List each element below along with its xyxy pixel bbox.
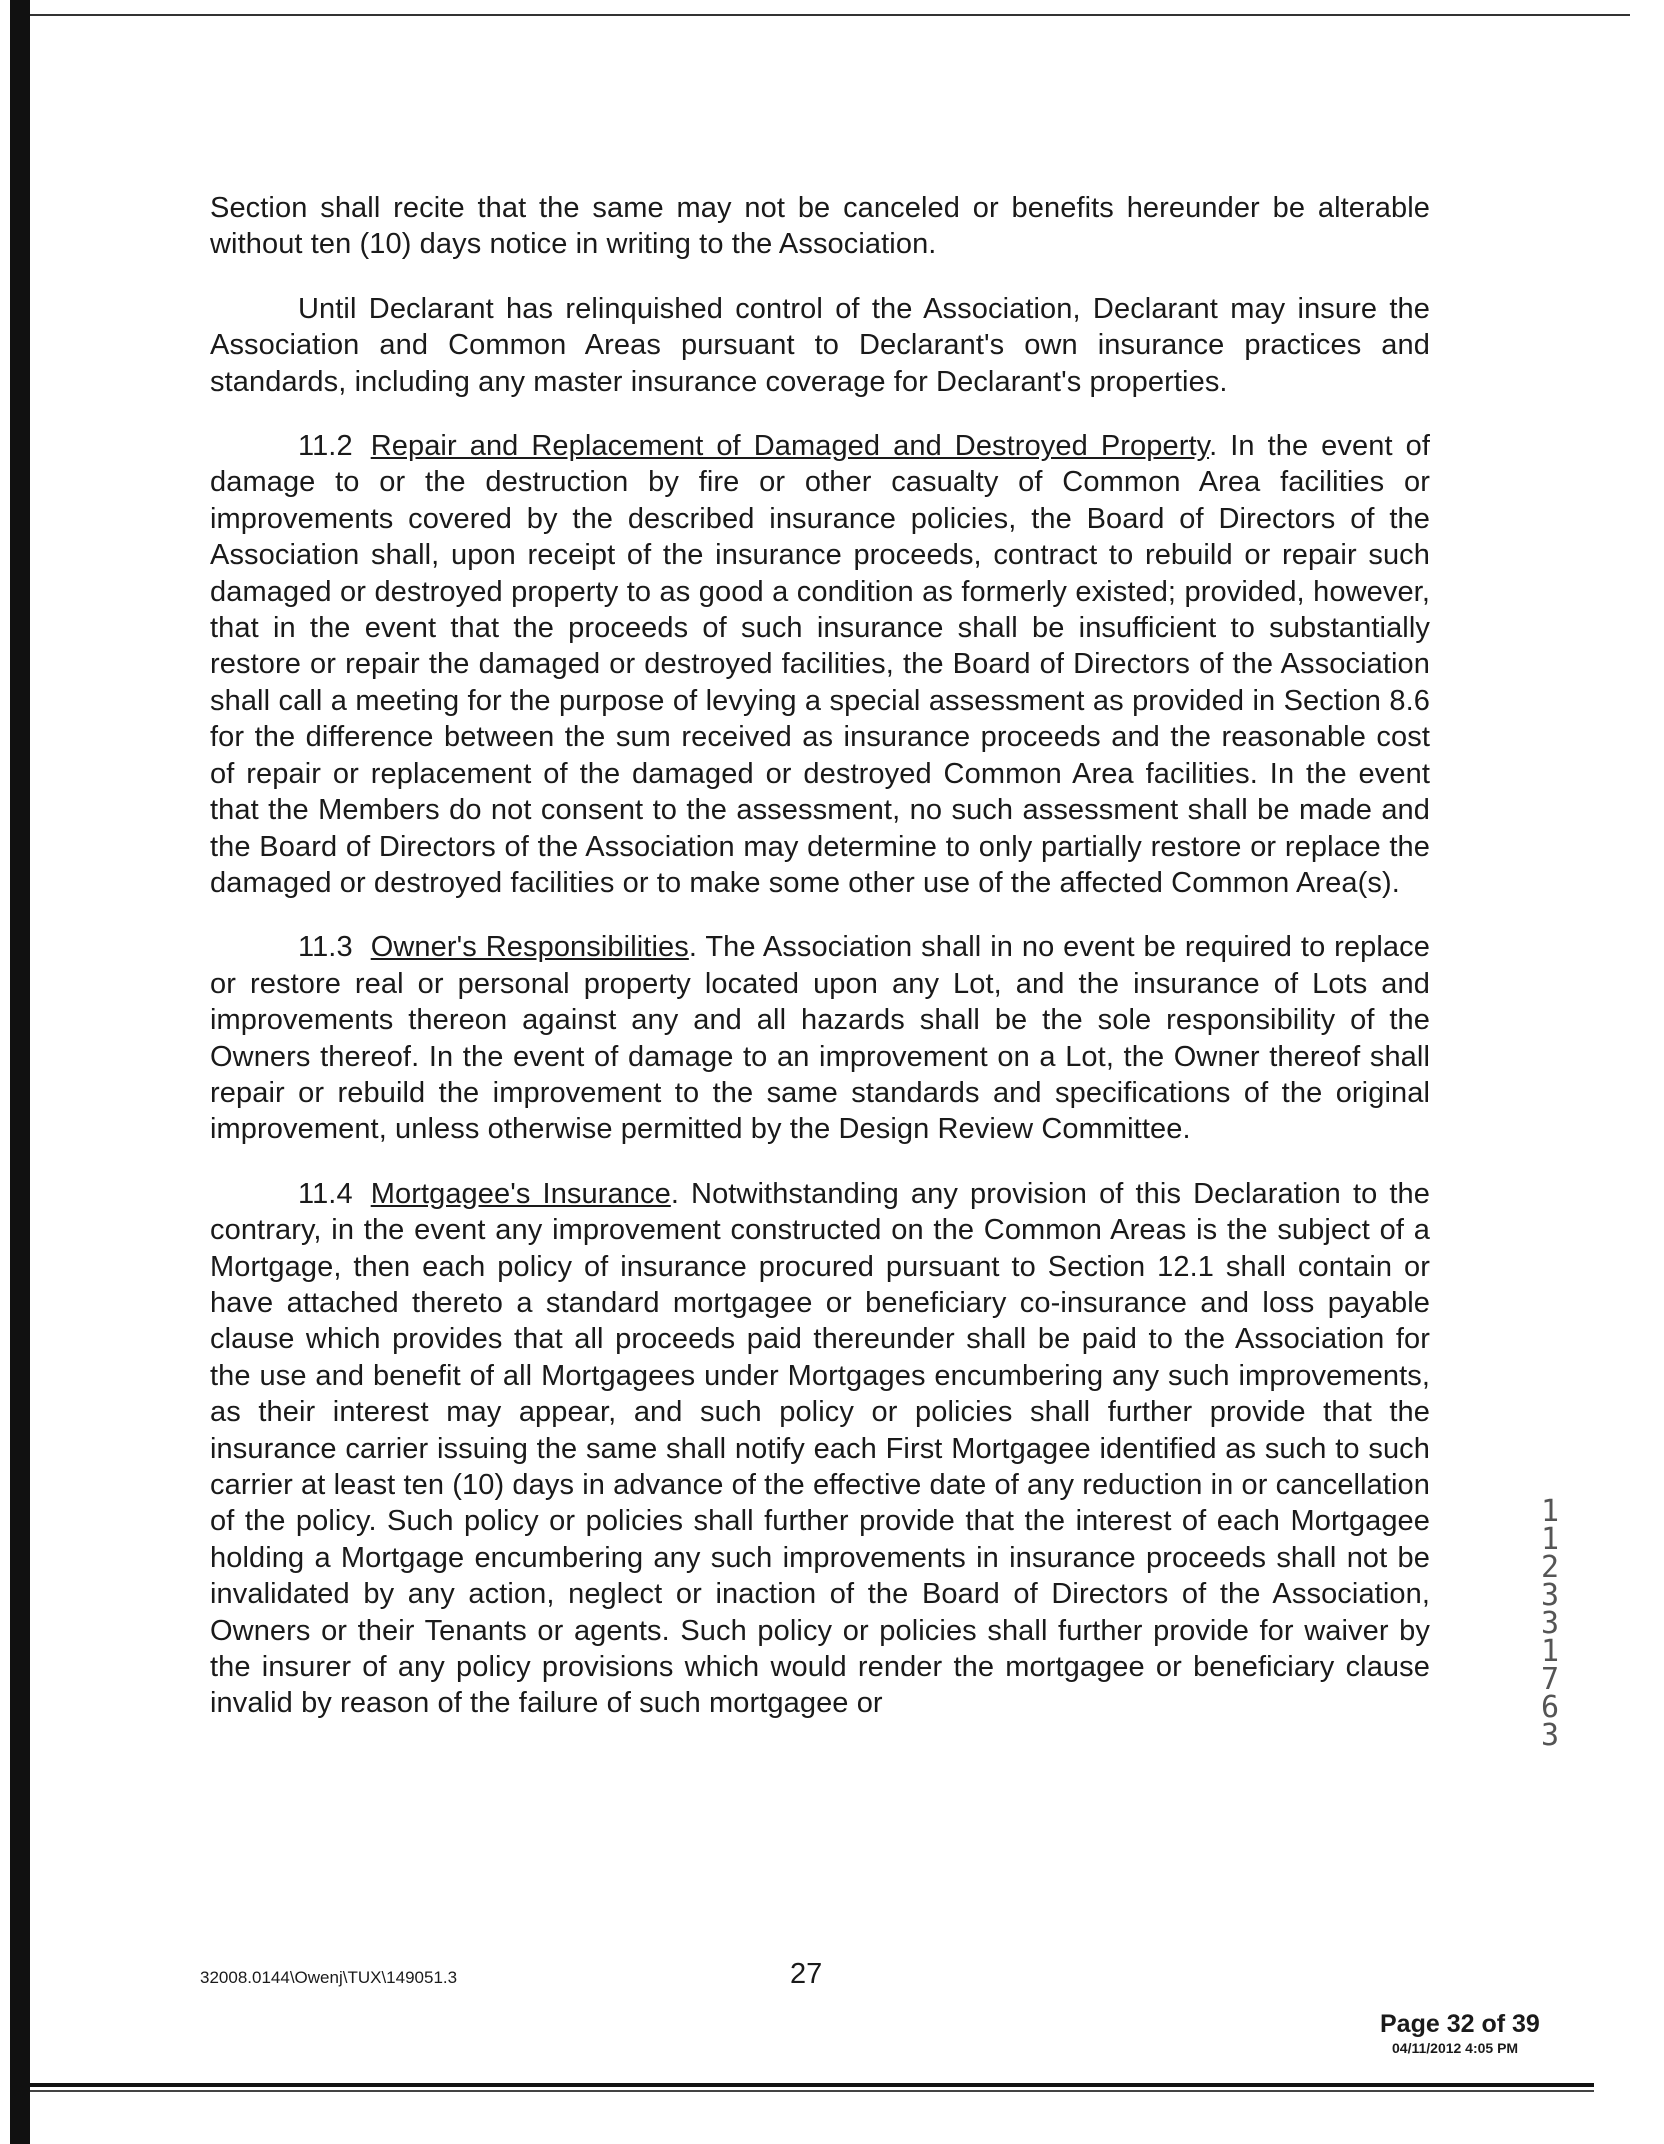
section-11-3	[210, 929, 1430, 1147]
section-heading: Mortgagee's Insurance	[370, 1177, 671, 1210]
document-body	[210, 190, 1430, 1750]
page-number: 27	[790, 1958, 823, 1990]
section-body: . In the event of damage to or the destruction by fire or other casualty of Common Area facilities or improvements covered by the described insurance policies, the Board of Directors of the Association shall, upon receipt of the insurance proceeds, contract to rebuild or repair such damaged or destroyed property to as good a condition as formerly existed; provided, however, that in the event that the proceeds of such insurance shall be insufficient to substantially restore or repair the damaged or destroyed facilities, the Board of Directors of the Association shall call a meeting for the purpose of levying a special assessment as provided in Section 8.6 for the difference between the sum received as insurance proceeds and the reasonable cost of repair or replacement of the damaged or destroyed Common Area facilities. In the event that the Members do not consent to the assessment, no such assessment shall be made and the Board of Directors of the Association may determine to only partially restore or replace the damaged or destroyed facilities or to make some other use of the affected Common Area(s).	[210, 430, 1430, 899]
section-number: 11.2	[298, 430, 353, 463]
declarant-paragraph: Until Declarant has relinquished control of the Association, Declarant may insure the Association and Common Areas pursuant to Declarant's own insurance practices and standards, including any master insurance coverage for Declarant's properties.	[210, 292, 1430, 398]
scan-bottom-rule	[30, 2083, 1594, 2087]
recorded-date-stamp: 04/11/2012 4:05 PM	[1392, 2040, 1519, 2056]
section-body: . Notwithstanding any provision of this Declaration to the contrary, in the event any improvement constructed on the Common Areas is the subject of a Mortgage, then each policy of insurance procured pursuant to Section 12.1 shall contain or have attached thereto a standard mortgagee or beneficiary co-insurance and loss payable clause which provides that all proceeds paid thereunder shall be paid to the Association for the use and benefit of all Mortgagees under Mortgages encumbering any such improvements, as their interest may appear, and such policy or policies shall further provide that the insurance carrier issuing the same shall notify each First Mortgagee identified as such to such carrier at least ten (10) days in advance of the effective date of any reduction in or cancellation of the policy. Such policy or policies shall further provide that the interest of each Mortgagee holding a Mortgage encumbering any such improvements in insurance proceeds shall not be invalidated by any action, neglect or inaction of the Board of Directors of the Association, Owners or their Tenants or agents. Such policy or policies shall further provide for waiver by the insurer of any policy provisions which would render the mortgagee or beneficiary clause invalid by reason of the failure of such mortgagee or	[210, 1177, 1431, 1720]
file-reference: 32008.0144\Owenj\TUX\149051.3	[200, 1968, 458, 1987]
section-body: . The Association shall in no event be required to replace or restore real or personal property located upon any Lot, and the insurance of Lots and improvements thereon against any and all hazards shall be the sole responsibility of the Owners thereof. In the event of damage to an improvement on a Lot, the Owner thereof shall repair or rebuild the improvement to the same standards and specifications of the original improvement, unless otherwise permitted by the Design Review Committee.	[210, 931, 1430, 1146]
page-of-stamp: Page 32 of 39	[1380, 2010, 1540, 2038]
section-number: 11.3	[298, 931, 353, 964]
section-heading: Repair and Replacement of Damaged and Destroyed Property	[370, 430, 1210, 463]
section-number: 11.4	[298, 1177, 353, 1210]
scan-top-edge	[30, 14, 1630, 16]
section-11-2	[210, 428, 1430, 901]
margin-recording-number: 11233 1763	[1540, 1494, 1560, 1753]
section-heading: Owner's Responsibilities	[370, 931, 689, 964]
scan-bottom-rule-thin	[30, 2090, 1594, 2092]
continuation-paragraph: Section shall recite that the same may not be canceled or benefits hereunder be alterable without ten (10) days notice in writing to the Association.	[210, 192, 1430, 261]
scan-left-border	[10, 0, 30, 2144]
section-11-4	[210, 1176, 1430, 1722]
